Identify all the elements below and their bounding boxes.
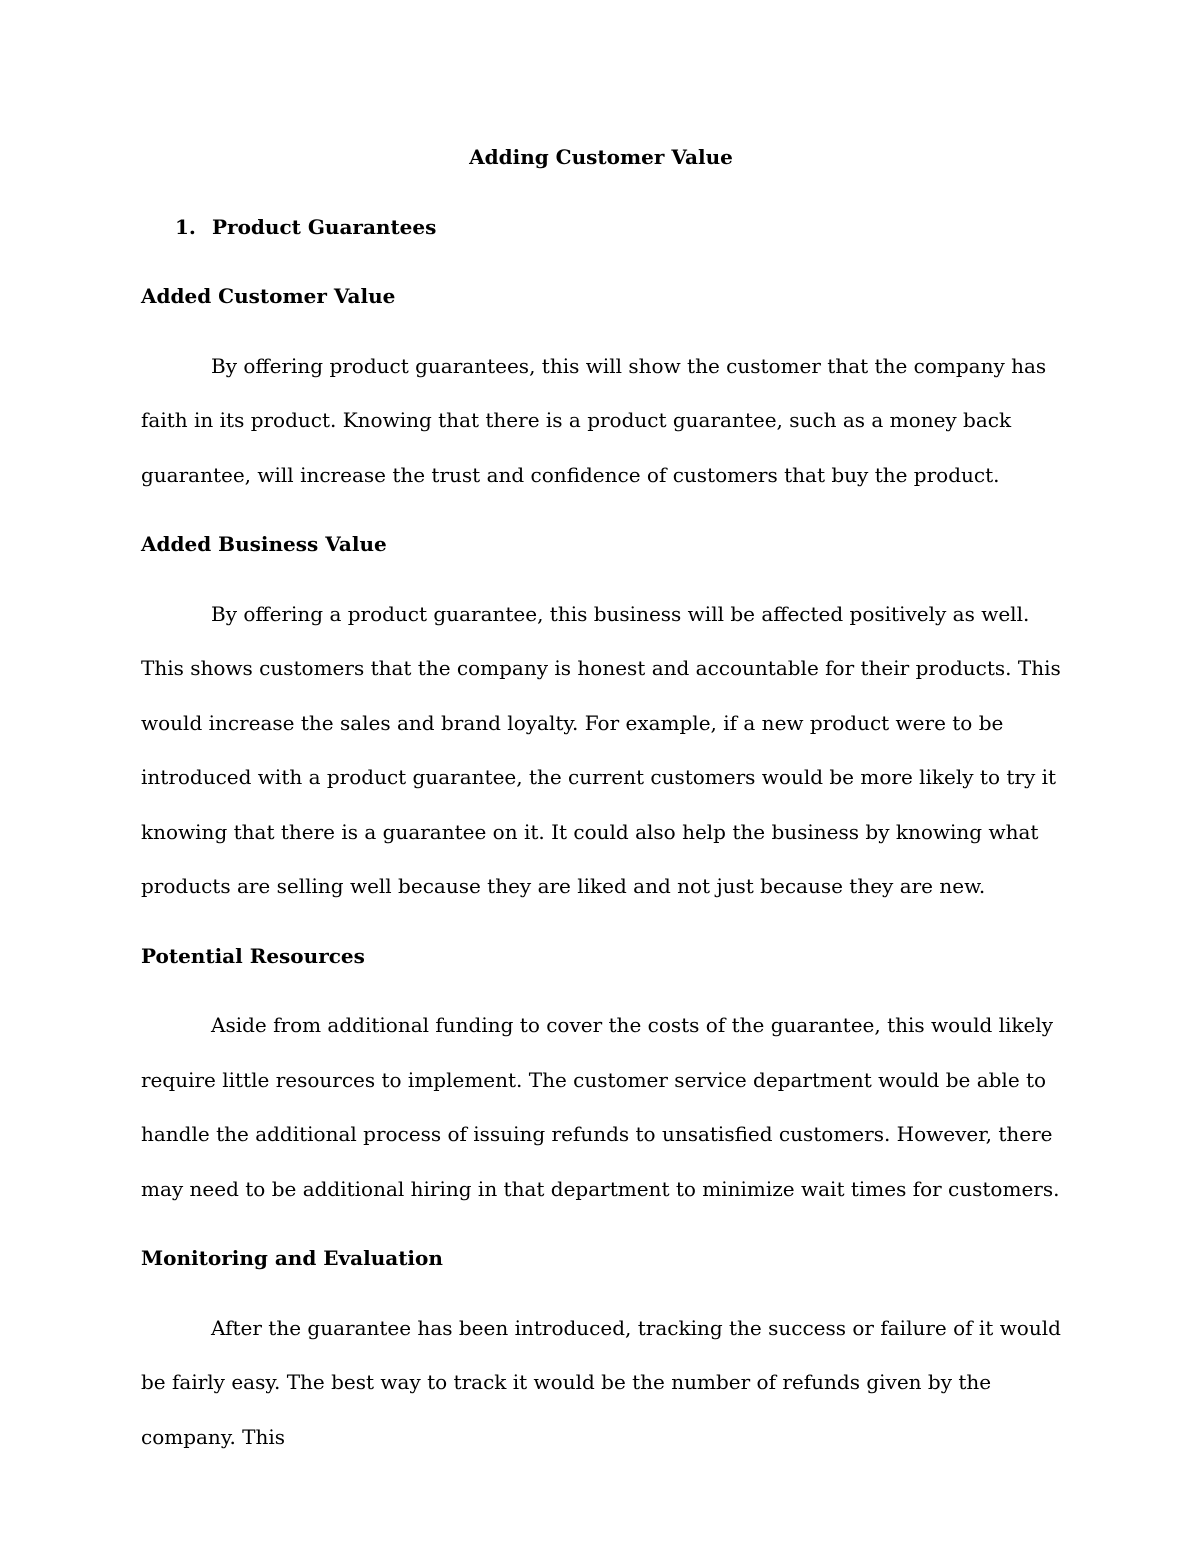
- document-body: [141, 130, 1061, 1464]
- section-heading-potential-resources: Potential Resources: [141, 943, 365, 968]
- section-paragraph-added-customer-value: By offering product guarantees, this will show the customer that the company has faith in its product. Knowing that there is a product guarantee, such as a money back guarantee, will increase the trust and confidence of customers that buy the product.: [141, 353, 1047, 487]
- list-item-label: Product Guarantees: [212, 214, 437, 239]
- section-paragraph-added-business-value: By offering a product guarantee, this business will be affected positively as well. This shows customers that the company is honest and accountable for their products. This would increase the sales and brand loyalty. For example, if a new product were to be introduced with a product guarantee, the current customers would be more likely to try it knowing that there is a guarantee on it. It could also help the business by knowing what products are selling well because they are liked and not just because they are new.: [141, 601, 1061, 898]
- section-paragraph-monitoring-evaluation: After the guarantee has been introduced, tracking the success or failure of it would be fairly easy. The best way to track it would be the number of refunds given by the company. This: [141, 1315, 1061, 1449]
- document-title: Adding Customer Value: [469, 145, 733, 169]
- numbered-list-item: [141, 200, 1061, 255]
- section-paragraph-potential-resources: Aside from additional funding to cover the costs of the guarantee, this would likely require little resources to implement. The customer service department would be able to handle the additional process of issuing refunds to unsatisfied customers. However, there may need to be additional hiring in that department to minimize wait times for customers.: [141, 1013, 1060, 1201]
- list-number: 1.: [175, 214, 196, 239]
- section-heading-monitoring-evaluation: Monitoring and Evaluation: [141, 1246, 443, 1270]
- section-heading-added-customer-value: Added Customer Value: [141, 284, 396, 308]
- section-heading-added-business-value: Added Business Value: [141, 532, 387, 556]
